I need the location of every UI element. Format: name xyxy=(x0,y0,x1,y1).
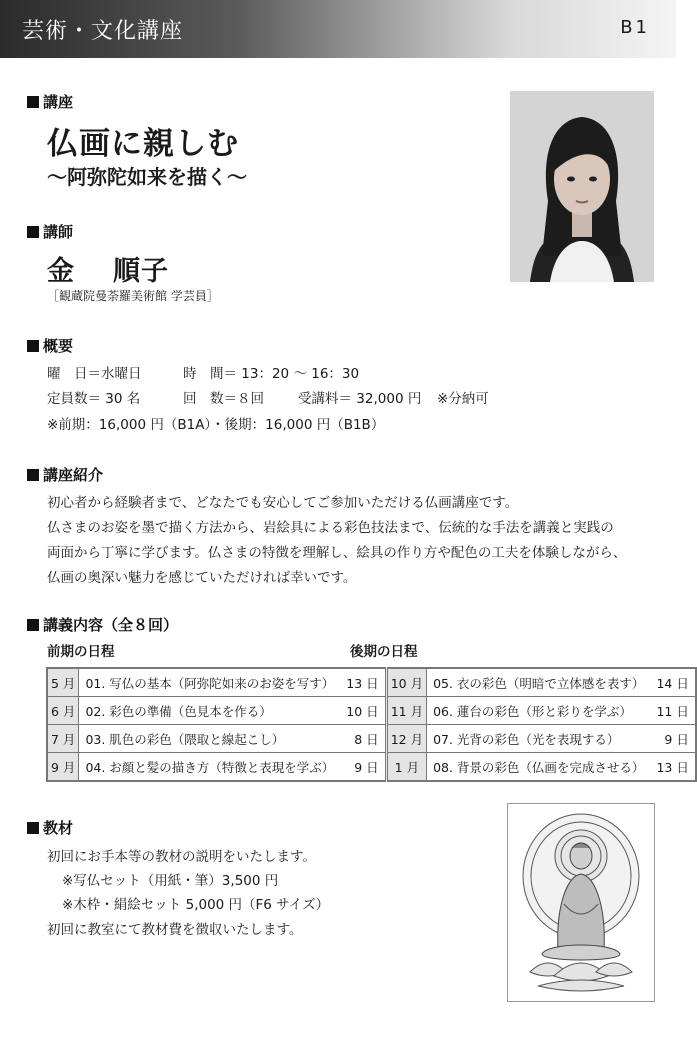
lesson-cell: 08. 背景の彩色（仏画を完成させる） xyxy=(427,753,651,782)
instructor-section-label: 講師 xyxy=(27,221,73,242)
schedule-table xyxy=(46,667,697,782)
date-cell: 9 日 xyxy=(650,725,695,753)
square-bullet-icon xyxy=(27,226,39,238)
materials-line: 初回に教室にて教材費を徴収いたします。 xyxy=(47,922,303,938)
month-cell: 9 月 xyxy=(47,753,79,782)
fee-info: 受講料＝ 32,000 円 xyxy=(298,391,422,407)
square-bullet-icon xyxy=(27,96,39,108)
materials-line: ※木枠・絹絵セット 5,000 円（F6 サイズ） xyxy=(62,897,330,913)
materials-line: ※写仏セット（用紙・筆）3,500 円 xyxy=(62,873,279,889)
intro-line: 仏さまのお姿を墨で描く方法から、岩絵具による彩色技法まで、伝統的な手法を講義と実践の xyxy=(47,520,614,536)
date-cell: 9 日 xyxy=(340,753,386,782)
course-title: 仏画に親しむ xyxy=(47,126,239,162)
materials-line: 初回にお手本等の教材の説明をいたします。 xyxy=(47,849,316,865)
month-cell: 7 月 xyxy=(47,725,79,753)
second-term-heading: 後期の日程 xyxy=(350,644,418,660)
square-bullet-icon xyxy=(27,822,39,834)
time-info: 時 間＝ 13：20 ～ 16：30 xyxy=(183,366,360,382)
day-info: 曜 日＝水曜日 xyxy=(47,366,142,382)
lesson-cell: 07. 光背の彩色（光を表現する） xyxy=(427,725,651,753)
date-cell: 11 日 xyxy=(650,697,695,725)
instructor-photo xyxy=(510,91,654,282)
portrait-illustration xyxy=(510,91,654,282)
date-cell: 14 日 xyxy=(650,668,695,697)
course-subtitle: ～阿弥陀如来を描く～ xyxy=(47,165,247,189)
category-title: 芸術・文化講座 xyxy=(22,19,184,44)
table-row xyxy=(47,668,696,697)
intro-line: 両面から丁寧に学びます。仏さまの特徴を理解し、絵具の作り方や配色の工夫を体験しながら、 xyxy=(47,545,627,561)
instructor-name: 金 順子 xyxy=(47,256,169,287)
lesson-cell: 05. 衣の彩色（明暗で立体感を表す） xyxy=(427,668,651,697)
square-bullet-icon xyxy=(27,469,39,481)
lesson-cell: 01. 写仏の基本（阿弥陀如来のお姿を写す） xyxy=(79,668,340,697)
date-cell: 10 日 xyxy=(340,697,386,725)
sessions-info: 回 数＝８回 xyxy=(183,391,264,407)
square-bullet-icon xyxy=(27,619,39,631)
lesson-cell: 06. 蓮台の彩色（形と彩りを学ぶ） xyxy=(427,697,651,725)
overview-section-label: 概要 xyxy=(27,335,73,356)
amida-buddha-illustration xyxy=(507,803,655,1002)
intro-line: 仏画の奥深い魅力を感じていただければ幸いです。 xyxy=(47,570,357,586)
date-cell: 13 日 xyxy=(340,668,386,697)
term-fees: ※前期：16,000 円（B1A）・後期：16,000 円（B1B） xyxy=(47,417,385,433)
lesson-cell: 04. お顔と髪の描き方（特徴と表現を学ぶ） xyxy=(79,753,340,782)
course-code: B1 xyxy=(620,17,650,38)
month-cell: 10 月 xyxy=(386,668,426,697)
month-cell: 6 月 xyxy=(47,697,79,725)
lesson-cell: 02. 彩色の準備（色見本を作る） xyxy=(79,697,340,725)
installment-note: ※分納可 xyxy=(437,391,489,407)
date-cell: 8 日 xyxy=(340,725,386,753)
date-cell: 13 日 xyxy=(650,753,695,782)
month-cell: 1 月 xyxy=(386,753,426,782)
table-row xyxy=(47,753,696,782)
schedule-section-label: 講義内容（全８回） xyxy=(27,614,178,635)
instructor-affiliation: ［観蔵院曼荼羅美術館 学芸員］ xyxy=(47,289,219,303)
intro-section-label: 講座紹介 xyxy=(27,464,103,485)
capacity-info: 定員数＝ 30 名 xyxy=(47,391,141,407)
buddha-icon xyxy=(508,804,654,1001)
page-header xyxy=(0,0,676,58)
month-cell: 12 月 xyxy=(386,725,426,753)
table-row xyxy=(47,697,696,725)
materials-section-label: 教材 xyxy=(27,817,73,838)
square-bullet-icon xyxy=(27,340,39,352)
lesson-cell: 03. 肌色の彩色（隈取と線起こし） xyxy=(79,725,340,753)
first-term-heading: 前期の日程 xyxy=(47,644,115,660)
month-cell: 11 月 xyxy=(386,697,426,725)
course-section-label: 講座 xyxy=(27,91,73,112)
month-cell: 5 月 xyxy=(47,668,79,697)
table-row xyxy=(47,725,696,753)
intro-line: 初心者から経験者まで、どなたでも安心してご参加いただける仏画講座です。 xyxy=(47,495,519,511)
